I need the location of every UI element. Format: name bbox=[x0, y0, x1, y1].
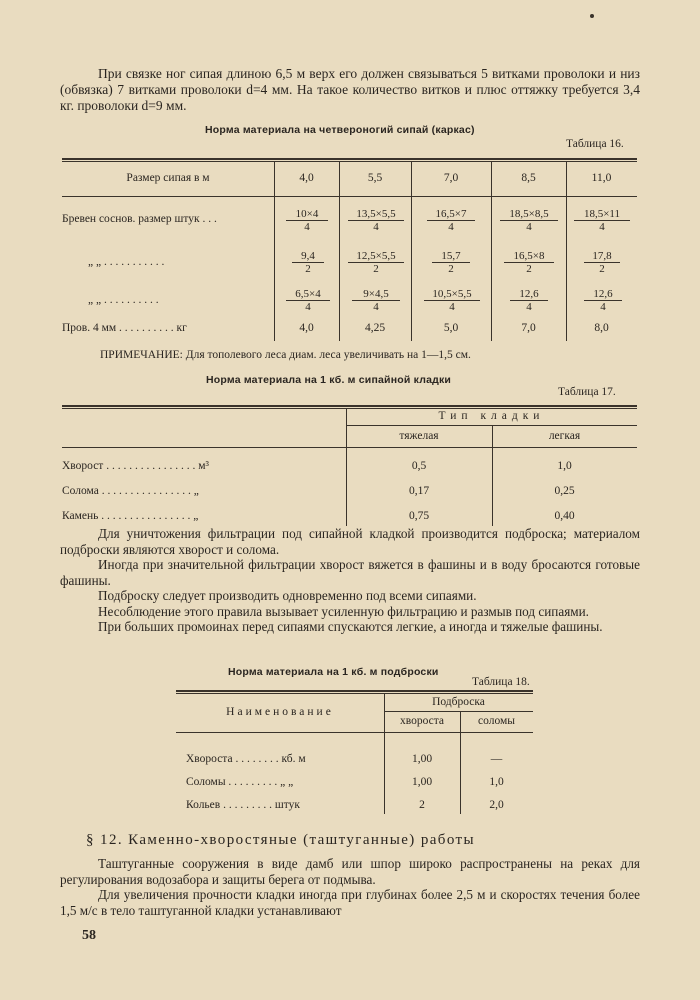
table16-header-rule bbox=[62, 196, 637, 197]
table16-cell bbox=[427, 208, 475, 233]
table16-vline bbox=[491, 161, 492, 341]
paragraph: При больших промоинах перед сипаями спускаются легкие, а иногда и тяжелые фашины. bbox=[98, 619, 603, 634]
numerator: 6,5×4 bbox=[286, 288, 330, 301]
numerator: 12,6 bbox=[584, 288, 622, 301]
intro-text: При связке ног сипая длиною 6,5 м верх его должен связываться 5 витками проволоки и низ (обвязка) 7 витками проволоки d=4 мм. На такое количество витков и плюс оттяжку требуется 3,4 кг. проволоки d=9 мм. bbox=[60, 66, 640, 113]
table16-top-rule bbox=[62, 158, 637, 160]
table18-top-rule bbox=[176, 690, 533, 692]
table16-caption: Норма материала на четвероногий сипай (каркас) bbox=[205, 124, 475, 136]
table16-cell bbox=[574, 208, 630, 233]
page-number: 58 bbox=[82, 928, 96, 943]
table16-cell bbox=[504, 250, 554, 275]
denominator: 4 bbox=[600, 301, 606, 313]
table18-straw-value: — bbox=[490, 753, 503, 765]
denominator: 2 bbox=[373, 263, 379, 275]
table18-top-rule-2 bbox=[176, 693, 533, 694]
denominator: 4 bbox=[526, 301, 532, 313]
table16-cell bbox=[286, 208, 328, 233]
denominator: 2 bbox=[448, 263, 454, 275]
table16-cell bbox=[584, 288, 622, 313]
table18-caption: Норма материала на 1 кб. м подброски bbox=[228, 666, 439, 678]
table16-wire-value: 8,0 bbox=[594, 322, 609, 334]
denominator: 4 bbox=[448, 221, 454, 233]
denominator: 2 bbox=[305, 263, 311, 275]
denominator: 4 bbox=[449, 301, 455, 313]
table17-col-light: легкая bbox=[548, 430, 581, 442]
table16-size: 4,0 bbox=[299, 172, 314, 184]
denominator: 4 bbox=[305, 301, 311, 313]
table17-top-rule-2 bbox=[62, 408, 637, 409]
table16-size: 11,0 bbox=[591, 172, 612, 184]
numerator: 12,6 bbox=[510, 288, 548, 301]
numerator: 9,4 bbox=[292, 250, 324, 263]
denominator: 4 bbox=[599, 221, 605, 233]
table17-header-rule bbox=[62, 447, 637, 448]
table18-brush-value: 1,00 bbox=[411, 776, 433, 788]
table16-cell bbox=[510, 288, 548, 313]
intro-paragraph bbox=[60, 66, 640, 114]
numerator: 10,5×5,5 bbox=[424, 288, 480, 301]
paragraph: Несоблюдение этого правила вызывает усиленную фильтрацию и размыв под сипаями. bbox=[98, 603, 589, 619]
table16-size: 8,5 bbox=[521, 172, 536, 184]
table18-name-header: Наименование bbox=[226, 706, 334, 718]
table16-header-label: Размер сипая в м bbox=[126, 172, 210, 184]
table17-col-heavy: тяжелая bbox=[399, 430, 439, 442]
table17-group-header: Тип кладки bbox=[438, 410, 545, 422]
numerator: 16,5×8 bbox=[504, 250, 554, 263]
paragraph: Таштуганные сооружения в виде дамб или шпор широко распространены на реках для регулирования водозабора и защиты берега от подмыва. bbox=[60, 856, 640, 887]
denominator: 2 bbox=[526, 263, 532, 275]
table17-number: Таблица 17. bbox=[558, 386, 616, 398]
table16-note: ПРИМЕЧАНИЕ: Для тополевого леса диам. леса увеличивать на 1—1,5 см. bbox=[100, 349, 471, 361]
table16-cell bbox=[348, 250, 404, 275]
table18-brush-value: 2 bbox=[419, 799, 425, 811]
table16-size: 7,0 bbox=[443, 172, 459, 184]
table16-cell bbox=[584, 250, 620, 275]
table17-row-label: Солома . . . . . . . . . . . . . . . . „ bbox=[62, 485, 199, 497]
table16-row-label: Бревен соснов. размер штук . . . bbox=[62, 213, 217, 225]
table18-row-label: Кольев . . . . . . . . . штук bbox=[186, 799, 300, 811]
numerator: 13,5×5,5 bbox=[348, 208, 404, 221]
denominator: 4 bbox=[373, 301, 379, 313]
paragraph: Иногда при значительной фильтрации хворост вяжется в фашины и в воду бросаются готовые фашины. bbox=[60, 557, 640, 588]
numerator: 17,8 bbox=[584, 250, 620, 263]
table17-heavy-value: 0,17 bbox=[408, 485, 430, 497]
table16-cell bbox=[348, 208, 404, 233]
table17-heavy-value: 0,75 bbox=[408, 510, 430, 522]
paragraph: Подброску следует производить одновременно под всеми сипаями. bbox=[98, 588, 477, 603]
table18-straw-value: 1,0 bbox=[489, 776, 504, 788]
table18-straw-value: 2,0 bbox=[489, 799, 504, 811]
table18-number: Таблица 18. bbox=[472, 676, 530, 688]
table17-light-value: 0,40 bbox=[554, 510, 575, 522]
table16-cell bbox=[432, 250, 470, 275]
denominator: 2 bbox=[599, 263, 605, 275]
table16-cell bbox=[286, 288, 330, 313]
table18-row-label: Соломы . . . . . . . . . „ „ bbox=[186, 776, 294, 788]
table16-wire-value: 5,0 bbox=[443, 322, 459, 334]
table16-cell bbox=[292, 250, 324, 275]
table16-vline bbox=[339, 161, 340, 341]
table18-header-rule bbox=[176, 732, 533, 733]
table18-brush-value: 1,00 bbox=[411, 753, 433, 765]
denominator: 4 bbox=[304, 221, 310, 233]
denominator: 4 bbox=[526, 221, 532, 233]
table18-col-straw: соломы bbox=[478, 715, 515, 727]
table16-wire-value: 4,0 bbox=[299, 322, 314, 334]
section-heading: § 12. Каменно-хворостяные (таштуганные) работы bbox=[86, 832, 475, 848]
numerator: 9×4,5 bbox=[352, 288, 400, 301]
final-paragraphs bbox=[60, 856, 640, 918]
table18-group-rule bbox=[384, 711, 533, 712]
table16-wire-label: Пров. 4 мм . . . . . . . . . . кг bbox=[62, 322, 187, 334]
table16-wire-value: 4,25 bbox=[364, 322, 386, 334]
table17-top-rule bbox=[62, 405, 637, 407]
table16-vline bbox=[566, 161, 567, 341]
table16-row-label: „ „ . . . . . . . . . . bbox=[88, 294, 159, 306]
table16-cell bbox=[352, 288, 400, 313]
table16-cell bbox=[500, 208, 558, 233]
table18-group-header: Подброска bbox=[432, 696, 485, 708]
numerator: 15,7 bbox=[432, 250, 470, 263]
paragraph: Для увеличения прочности кладки иногда при глубинах более 2,5 м и скоростях течения более 1,5 м/с в тело таштуганной кладки устанавливают bbox=[60, 887, 640, 918]
numerator: 10×4 bbox=[286, 208, 328, 221]
paragraph: Для уничтожения фильтрации под сипайной кладкой производится подброска; материалом подброски являются хворост и солома. bbox=[60, 526, 640, 557]
numerator: 12,5×5,5 bbox=[348, 250, 404, 263]
table16-wire-value: 7,0 bbox=[521, 322, 536, 334]
numerator: 18,5×11 bbox=[574, 208, 630, 221]
table17-caption: Норма материала на 1 кб. м сипайной кладки bbox=[206, 374, 452, 386]
denominator: 4 bbox=[373, 221, 379, 233]
numerator: 18,5×8,5 bbox=[500, 208, 558, 221]
table18-row-label: Хвороста . . . . . . . . кб. м bbox=[186, 753, 306, 765]
table16-vline bbox=[274, 161, 275, 341]
ink-speck bbox=[590, 14, 594, 18]
table17-light-value: 0,25 bbox=[554, 485, 575, 497]
table16-row-label: „ „ . . . . . . . . . . . bbox=[88, 256, 165, 268]
table17-row-label: Хворост . . . . . . . . . . . . . . . . м³ bbox=[62, 460, 209, 472]
numerator: 16,5×7 bbox=[427, 208, 475, 221]
table16-number: Таблица 16. bbox=[566, 138, 624, 150]
middle-paragraphs bbox=[60, 526, 640, 635]
table16-vline bbox=[411, 161, 412, 341]
table16-cell bbox=[424, 288, 480, 313]
table17-light-value: 1,0 bbox=[557, 460, 572, 472]
table16-top-rule-2 bbox=[62, 161, 637, 162]
table16-size: 5,5 bbox=[367, 172, 383, 184]
table17-heavy-value: 0,5 bbox=[411, 460, 427, 472]
table18-col-brush: хвороста bbox=[399, 715, 444, 727]
table17-row-label: Камень . . . . . . . . . . . . . . . . „ bbox=[62, 510, 199, 522]
